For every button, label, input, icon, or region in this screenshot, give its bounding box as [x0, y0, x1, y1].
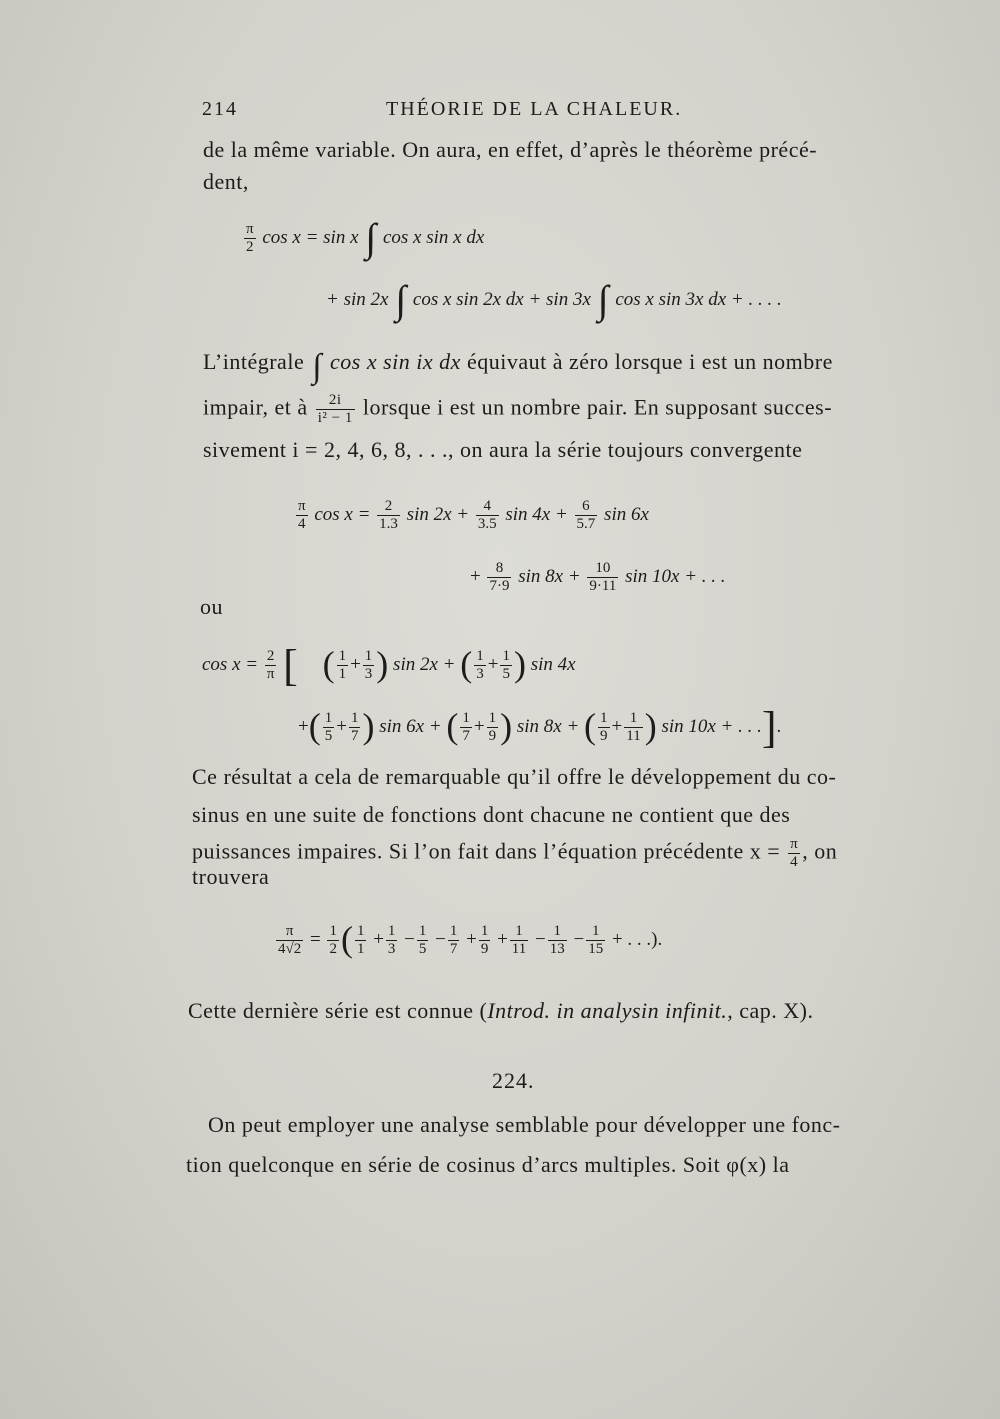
paragraph-line: de la même variable. On aura, en effet, d’après le théorème précé- — [203, 137, 818, 162]
fraction: $\frac{\pi}{2}$ — [246, 221, 254, 256]
paragraph-line: Cette dernière série est connue (Introd. in analysin infinit., cap. X). — [188, 998, 814, 1023]
running-title: THÉORIE DE LA CHALEUR. — [386, 98, 683, 120]
integral-sign: ∫ — [395, 277, 407, 322]
equation-line: $\frac{\pi}{2}$ cos x = sin x ∫ cos x sin x dx — [246, 215, 485, 260]
equation-line: $\frac{\pi}{4}$ cos x = $\frac{2}{1.3}$ sin 2x + $\frac{4}{3.5}$ sin 4x + $\frac{6}{5.7}$ sin 6x — [298, 498, 649, 532]
conjunction-ou: ou — [200, 594, 223, 619]
equation-line: +( $\frac{1}{5}$ + $\frac{1}{7}$ ) sin 6x + ( $\frac{1}{7}$ + $\frac{1}{9}$ ) sin 8x + ( $\frac{1}{9}$ + $\frac{1}{11}$ ) sin 10x + . . .]. — [298, 703, 782, 752]
paragraph-line: dent, — [203, 169, 249, 194]
paragraph-line: tion quelconque en série de cosinus d’arcs multiples. Soit φ(x) la — [186, 1152, 790, 1177]
paragraph-line: puissances impaires. Si l’on fait dans l’équation précédente x = $\frac{\pi}{4}$ , on — [192, 836, 838, 870]
equation-line: + sin 2x ∫ cos x sin 2x dx + sin 3x ∫ cos x sin 3x dx + . . . . — [326, 277, 782, 322]
paragraph-line: impair, et à $\frac{2i}{\text{i² − 1}}$ lorsque i est un nombre pair. En supposant succes- — [203, 392, 833, 426]
paragraph-line: L’intégrale ∫ cos x sin ix dx équivaut à zéro lorsque i est un nombre — [203, 348, 833, 385]
section-number: 224. — [492, 1068, 535, 1093]
paragraph-line: trouvera — [192, 864, 270, 889]
fraction: $\frac{2i}{\text{i² − 1}}$ — [317, 392, 353, 426]
integral-sign: ∫ — [365, 215, 377, 260]
page-number: 214 — [202, 98, 238, 120]
paragraph-line: sinus en une suite de fonctions dont chacune ne contient que des — [192, 802, 791, 827]
integral-sign: ∫ — [597, 277, 609, 322]
integral-sign: ∫ — [312, 348, 323, 385]
equation-line: $\frac{\pi}{4√2}$ = $\frac{1}{2}$ ( $\frac{1}{1}$ + $\frac{1}{3}$ − $\frac{1}{5}$ − $\frac{1}{7}$ + $\frac{1}{9}$ + $\frac{1}{11}$ − $\frac{1}{13}$ − $\frac{1}{15}$ + . . .). — [278, 919, 663, 959]
equation-line: cos x = $\frac{2}{\pi}$ [ ( $\frac{1}{1}$ + $\frac{1}{3}$ ) sin 2x + ( $\frac{1}{3}$ + $\frac{1}{5}$ ) sin 4x — [202, 641, 576, 690]
equation-line: + $\frac{8}{7\cdot 9}$ sin 8x + $\frac{10}{9\cdot 11}$ sin 10x + . . . — [470, 560, 726, 594]
paragraph-line: sivement i = 2, 4, 6, 8, . . ., on aura la série toujours convergente — [203, 437, 803, 462]
paragraph-line: On peut employer une analyse semblable pour développer une fonc- — [208, 1112, 841, 1137]
paragraph-line: Ce résultat a cela de remarquable qu’il offre le développement du co- — [192, 764, 837, 789]
